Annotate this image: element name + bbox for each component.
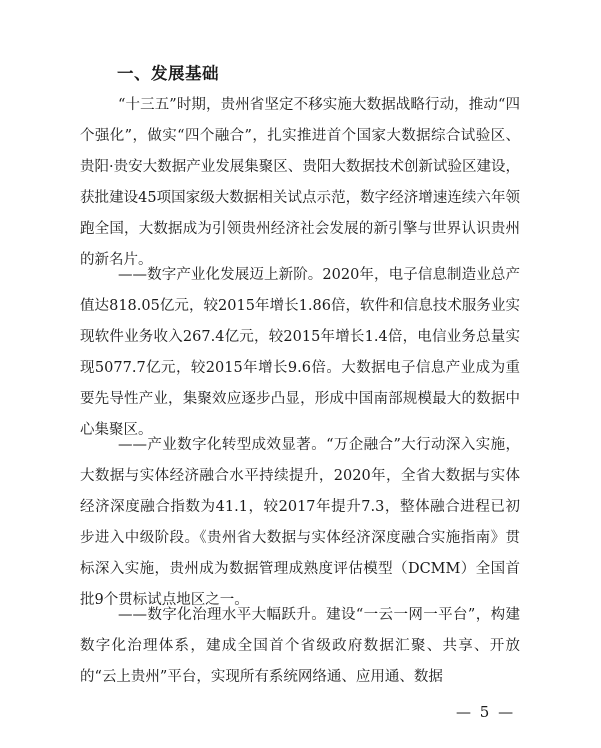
section-heading: 一、发展基础 — [117, 64, 219, 83]
paragraph-overview: “十三五”时期，贵州省坚定不移实施大数据战略行动，推动“四个强化”，做实“四个融合”，扎实推进首个国家大数据综合试验区、贵阳·贵安大数据产业发展集聚区、贵阳大数据技术创新试验区建设，获批建设45项国家级大数据相关试点示范，数字经济增速连续六年领跑全国，大数据成为引领贵州经济社会发展的新引擎与世界认识贵州的新名片。 — [80, 97, 520, 268]
page-number: — 5 — — [456, 703, 516, 721]
paragraph-industrial-digitalization: ——产业数字化转型成效显著。“万企融合”大行动深入实施，大数据与实体经济融合水平持续提升，2020年，全省大数据与实体经济深度融合指数为41.1，较2017年提升7.3，整体融合进程已初步进入中级阶段。《贵州省大数据与实体经济深度融合实施指南》贯标深入实施，贵州成为数据管理成熟度评估模型（DCMM）全国首批9个贯标试点地区之一。 — [80, 437, 520, 608]
paragraph-digital-industrialization: ——数字产业化发展迈上新阶。2020年，电子信息制造业总产值达818.05亿元，较2015年增长1.86倍，软件和信息技术服务业实现软件业务收入267.4亿元，较2015年增长1.4倍，电信业务总量实现5077.7亿元，较2015年增长9.6倍。大数据电子信息产业成为重要先导性产业，集聚效应逐步凸显，形成中国南部规模最大的数据中心集聚区。 — [80, 267, 520, 438]
paragraph-digital-governance: ——数字化治理水平大幅跃升。建设“一云一网一平台”，构建数字化治理体系，建成全国首个省级政府数据汇聚、共享、开放的“云上贵州”平台，实现所有系统网络通、应用通、数据 — [80, 607, 520, 685]
